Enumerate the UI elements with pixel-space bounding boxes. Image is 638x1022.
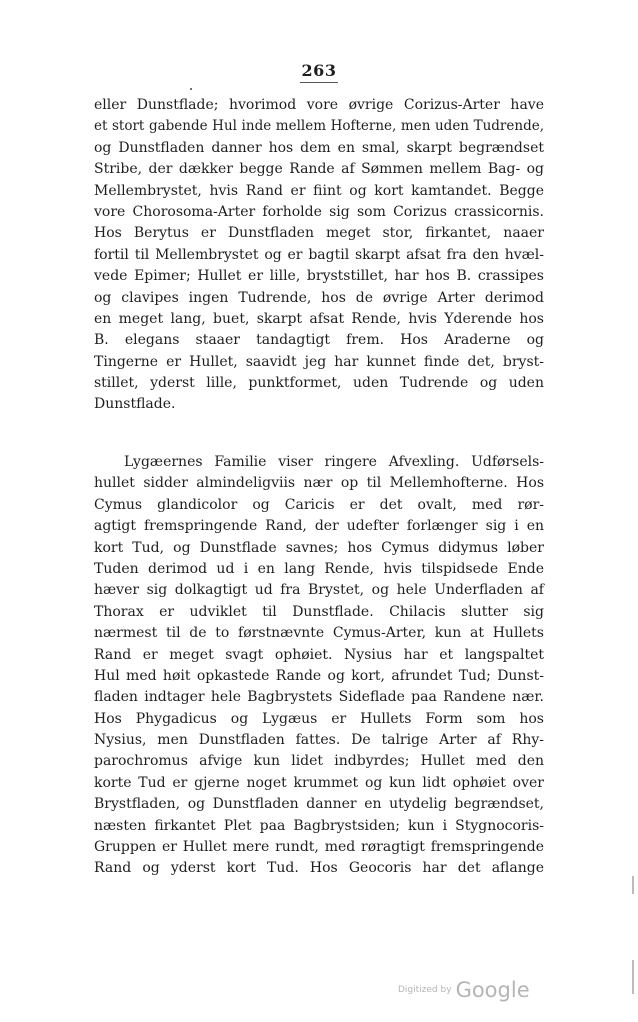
text-line: Cymus glandicolor og Caricis er det ovalt, med rør- (94, 496, 544, 513)
text-line: Lygæernes Familie viser ringere Afvexling. Udførsels- (124, 454, 544, 470)
text-line: vore Chorosoma-Arter forholde sig som Corizus crassicornis. (94, 203, 544, 220)
text-line: Dunstflade. (94, 396, 176, 413)
page-number (0, 60, 638, 83)
text-line: fladen indtager hele Bagbrystets Sideflade paa Randene nær. (94, 689, 544, 706)
text-line: parochromus afvige kun lidet indbyrdes; Hullet med den (94, 753, 544, 770)
text-line: kort Tud, og Dunstflade savnes; hos Cymus didymus løber (94, 539, 544, 556)
text-line: hullet sidder almindeligviis nær op til Mellemhofterne. Hos (94, 475, 544, 492)
text-line: Rand er meget svagt ophøiet. Nysius har et langspaltet (94, 646, 544, 663)
text-line: Stribe, der dækker begge Rande af Sømmen mellem Bag- og (94, 161, 544, 178)
text-line: Gruppen er Hullet mere rundt, med røragtigt fremspringende (94, 839, 544, 856)
text-line: korte Tud er gjerne noget krummet og kun lidt ophøiet over (94, 774, 544, 791)
scan-margin-mark (632, 960, 634, 994)
text-line: Hos Phygadicus og Lygæus er Hullets Form som hos (94, 710, 544, 727)
text-line: hæver sig dolkagtigt ud fra Brystet, og hele Underfladen af (94, 582, 544, 599)
text-line: nærmest til de to førstnævnte Cymus-Arter, kun at Hullets (94, 625, 544, 642)
text-line: og Dunstfladen danner hos dem en smal, skarpt begrændset (94, 139, 544, 156)
text-line: stillet, yderst lille, punktformet, uden Tudrende og uden (94, 375, 544, 392)
google-logo: Google (455, 978, 530, 1002)
page-number-text: 263 (300, 60, 339, 83)
text-line: eller Dunstflade; hvorimod vore øvrige Corizus-Arter have (94, 97, 544, 113)
text-line: Tuden derimod ud i en lang Rende, hvis tilspidsede Ende (94, 560, 544, 577)
text-line: Rand og yderst kort Tud. Hos Geocoris har det aflange (94, 860, 544, 877)
text-line: Thorax er udviklet til Dunstflade. Chilacis slutter sig (94, 603, 544, 620)
text-line: Brystfladen, og Dunstfladen danner en utydelig begrændset, (94, 796, 544, 813)
text-line: og clavipes ingen Tudrende, hos de øvrige Arter derimod (94, 289, 544, 306)
paragraph-1 (94, 95, 544, 416)
scan-margin-mark (632, 876, 634, 894)
text-line: fortil til Mellembrystet og er bagtil skarpt afsat fra den hvæl- (94, 246, 544, 263)
text-line: en meget lang, buet, skarpt afsat Rende, hvis Yderende hos (94, 310, 544, 327)
watermark-prefix: Digitized by (398, 985, 452, 995)
text-line: næsten firkantet Plet paa Bagbrystsiden; kun i Stygnocoris- (94, 817, 544, 834)
text-line: agtigt fremspringende Rand, der udefter forlænger sig i en (94, 518, 544, 535)
text-line: vede Epimer; Hullet er lille, bryststillet, har hos B. crassipes (94, 268, 544, 285)
text-line: Nysius, men Dunstfladen fattes. De talrige Arter af Rhy- (94, 732, 544, 749)
text-line: B. elegans staaer tandagtigt frem. Hos Araderne og (94, 332, 544, 349)
ink-speck (190, 88, 192, 90)
digitized-by-google-watermark (398, 978, 530, 1002)
text-line: Hos Berytus er Dunstfladen meget stor, firkantet, naaer (94, 225, 544, 242)
text-line: Hul med høit opkastede Rande og kort, afrundet Tud; Dunst- (94, 667, 544, 684)
text-line: Mellembrystet, hvis Rand er fiint og kort kamtandet. Begge (94, 182, 544, 199)
paragraph-2 (94, 452, 544, 880)
text-line: et stort gabende Hul inde mellem Hofterne, men uden Tudrende, (94, 118, 544, 135)
text-line: Tingerne er Hullet, saavidt jeg har kunnet finde det, bryst- (94, 353, 544, 370)
